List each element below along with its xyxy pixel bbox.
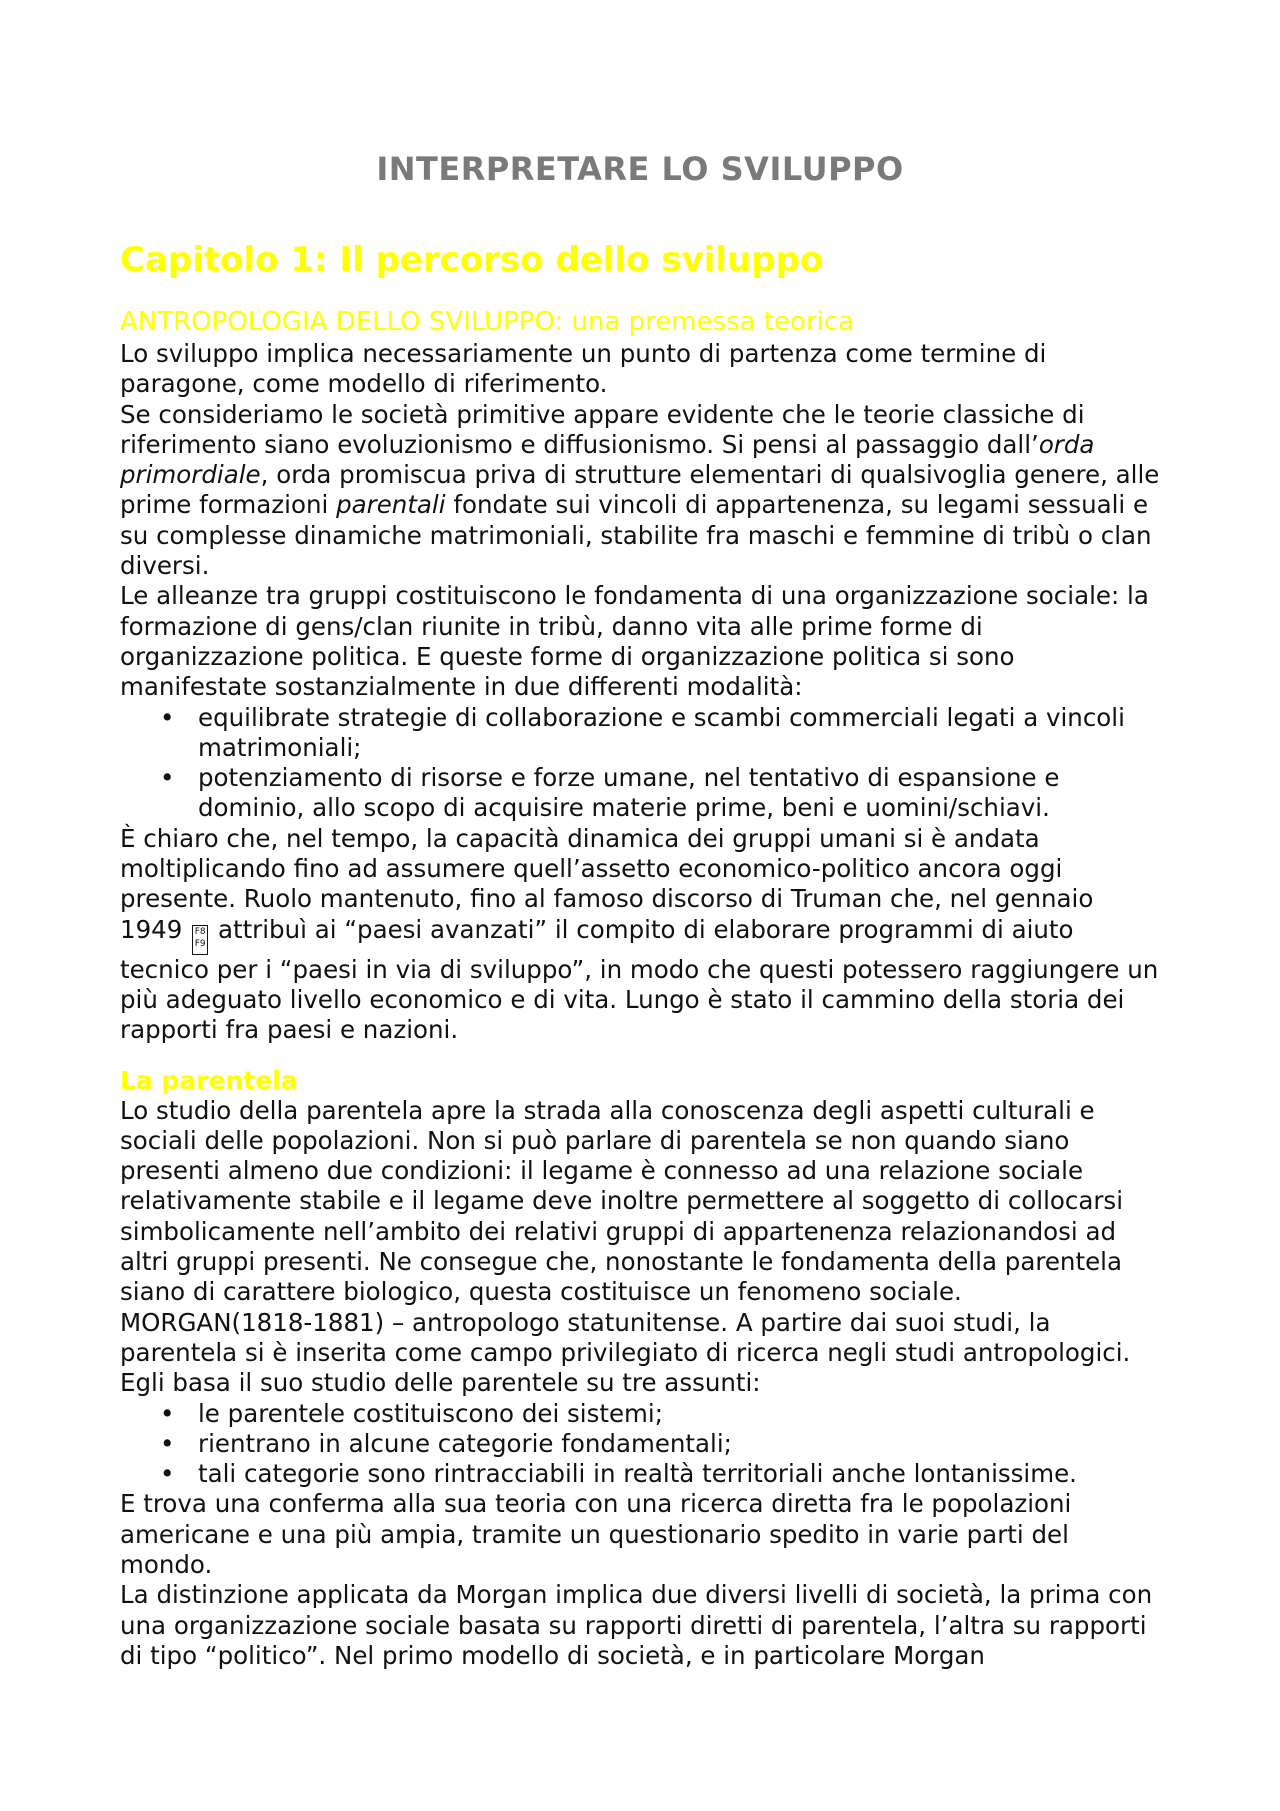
italic-term: parentali bbox=[336, 490, 446, 520]
section-heading-parentela: La parentela bbox=[120, 1065, 298, 1095]
list-item: • equilibrate strategie di collaborazione e scambi commerciali legati a vincoli matrimoniali; bbox=[198, 703, 1160, 764]
bullet-list bbox=[120, 703, 1160, 824]
paragraph: Lo studio della parentela apre la strada alla conoscenza degli aspetti culturali e sociali delle popolazioni. Non si può parlare di parentela se non quando siano presenti almeno due condizioni: il legame è connesso ad una relazione sociale relativamente stabile e il legame deve inoltre permettere al soggetto di collocarsi simbolicamente nell’ambito dei relativi gruppi di appartenenza relazionandosi ad altri gruppi presenti. Ne consegue che, nonostante le fondamenta della parentela siano di carattere biologico, questa costituisce un fenomeno sociale. bbox=[120, 1095, 1124, 1307]
paragraph: Se consideriamo le società primitive appare evidente che le teorie classiche di riferimento siano evoluzionismo e diffusionismo. Si pensi al passaggio dall’orda primordiale, orda promiscua priva di strutture elementari di qualsivoglia genere, alle prime formazioni parentali fondate sui vincoli di appartenenza, su legami sessuali e su complesse dinamiche matrimoniali, stabilite fra maschi e femmine di tribù o clan diversi. bbox=[120, 399, 1160, 581]
paragraph: È chiaro che, nel tempo, la capacità dinamica dei gruppi umani si è andata moltiplicando fino ad assumere quell’assetto economico-politico ancora oggi presente. Ruolo mantenuto, fino al famoso discorso di Truman che, nel gennaio 1949 F8 F9 attribuì ai “paesi avanzati” il compito di elaborare programmi di aiuto tecnico per i “paesi in via di sviluppo”, in modo che questi potessero raggiungere un più adeguato livello economico e di vita. Lungo è stato il cammino della storia dei rapporti fra paesi e nazioni. bbox=[120, 823, 1159, 1045]
paragraph: La distinzione applicata da Morgan implica due diversi livelli di società, la prima con una organizzazione sociale basata su rapporti diretti di parentela, l’altra su rapporti di tipo “politico”. Nel primo modello di società, e in particolare Morgan bbox=[120, 1580, 1153, 1670]
section-heading-antropologia: ANTROPOLOGIA DELLO SVILUPPO: una premessa teorica bbox=[120, 307, 855, 337]
italic-term: orda primordiale bbox=[120, 429, 1095, 490]
paragraph: E trova una conferma alla sua teoria con una ricerca diretta fra le popolazioni americane e una più ampia, tramite un questionario spedito in varie parti del mondo. bbox=[120, 1489, 1072, 1579]
missing-glyph-icon: F8 F9 bbox=[192, 925, 208, 955]
paragraph: Lo sviluppo implica necessariamente un punto di partenza come termine di paragone, come modello di riferimento. bbox=[120, 339, 1047, 399]
document-title: INTERPRETARE LO SVILUPPO bbox=[376, 150, 904, 188]
list-item: • le parentele costituiscono dei sistemi; bbox=[198, 1399, 1160, 1429]
document-body bbox=[120, 305, 1160, 1671]
chapter-heading: Capitolo 1: Il percorso dello sviluppo bbox=[120, 240, 824, 280]
list-item: • potenziamento di risorse e forze umane, nel tentativo di espansione e dominio, allo scopo di acquisire materie prime, beni e uomini/schiavi. bbox=[198, 763, 1160, 824]
paragraph: Le alleanze tra gruppi costituiscono le fondamenta di una organizzazione sociale: la formazione di gens/clan riunite in tribù, danno vita alle prime forme di organizzazione politica. E queste forme di organizzazione politica si sono manifestate sostanzialmente in due differenti modalità: bbox=[120, 581, 1149, 702]
bullet-list bbox=[120, 1399, 1160, 1490]
list-item: • tali categorie sono rintracciabili in realtà territoriali anche lontanissime. bbox=[198, 1459, 1160, 1489]
paragraph: MORGAN(1818-1881) – antropologo statunitense. A partire dai suoi studi, la parentela si è inserita come campo privilegiato di ricerca negli studi antropologici. Egli basa il suo studio delle parentele su tre assunti: bbox=[120, 1307, 1131, 1398]
list-item: • rientrano in alcune categorie fondamentali; bbox=[198, 1429, 1160, 1459]
